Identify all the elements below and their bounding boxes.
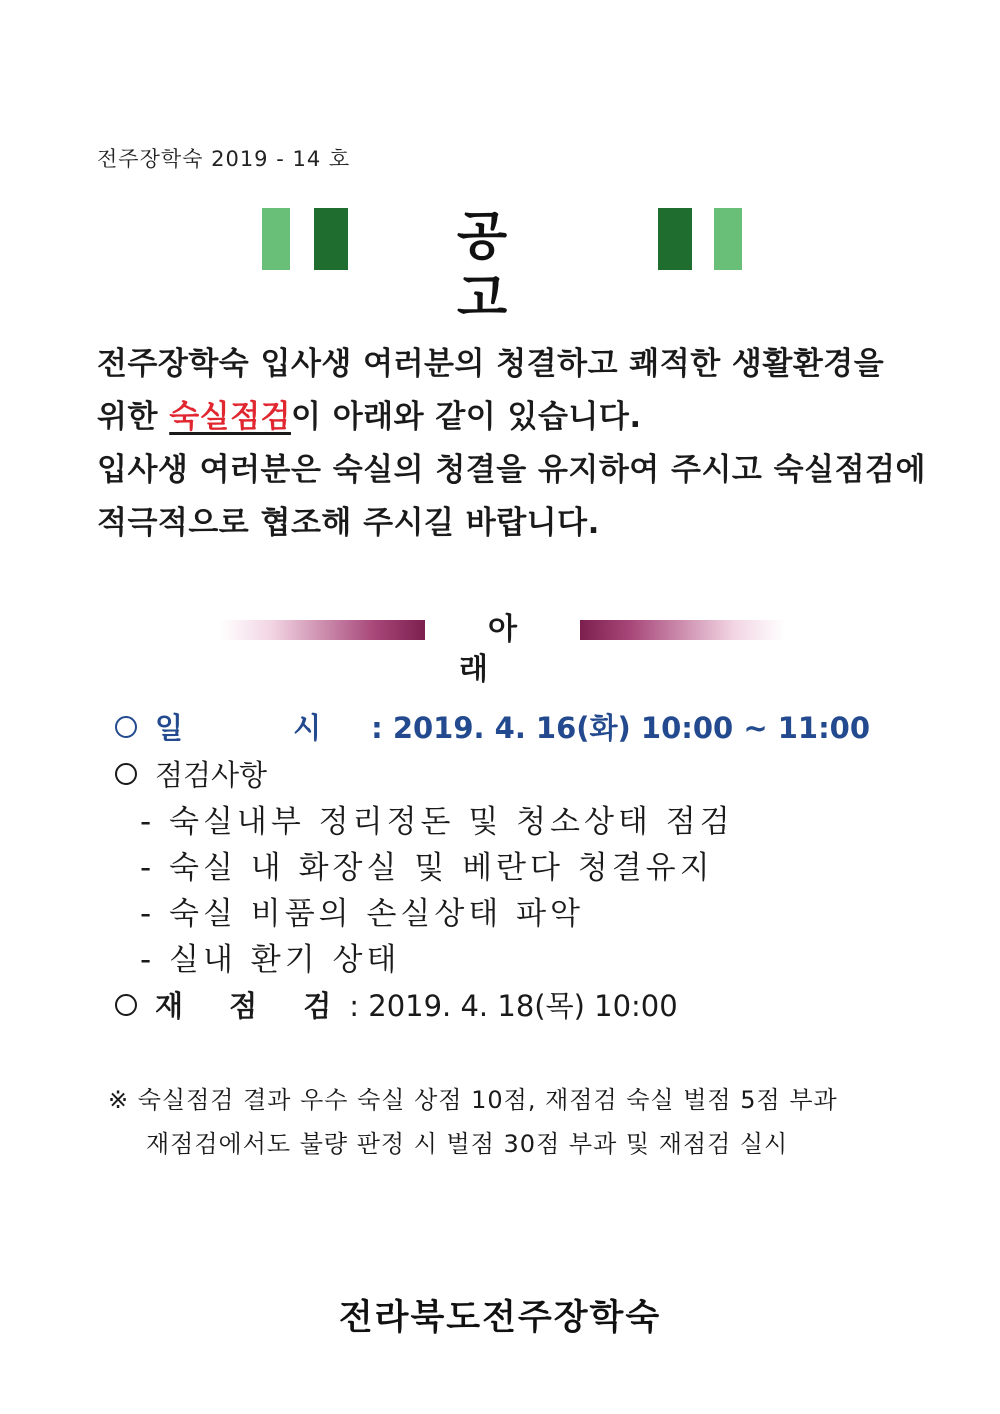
inspection-item: - 숙실내부 정리정돈 및 청소상태 점검 — [140, 804, 734, 840]
circle-bullet-icon — [115, 763, 137, 785]
intro-line: 입사생 여러분은 숙실의 청결을 유지하여 주시고 숙실점검에 — [97, 452, 926, 488]
circle-bullet-icon — [115, 716, 137, 738]
notice-title: 공 고 — [456, 207, 548, 329]
intro-text: 이 아래와 같이 있습니다. — [290, 399, 642, 435]
section-header — [220, 612, 785, 687]
inspection-item: - 실내 환기 상태 — [140, 942, 401, 978]
date-row — [115, 705, 935, 752]
intro-line: 적극적으로 협조해 주시길 바랍니다. — [97, 505, 600, 541]
green-bar-decoration — [314, 208, 348, 270]
intro-text: 위한 — [97, 399, 170, 435]
gradient-bar-left — [220, 620, 425, 640]
green-bar-decoration — [714, 208, 742, 270]
organization-name: 전라북도전주장학숙 — [338, 1298, 662, 1338]
notice-title-block — [262, 207, 742, 329]
date-value: : 2019. 4. 16(화) 10:00 ~ 11:00 — [371, 711, 871, 745]
items-label: 점검사항 — [155, 758, 268, 792]
green-bar-decoration — [262, 208, 290, 270]
document-number: 전주장학숙 2019 - 14 호 — [97, 147, 351, 171]
details-list — [115, 705, 935, 1030]
reinspection-label: 재 점 검 — [155, 989, 350, 1023]
reinspection-row — [115, 983, 935, 1030]
highlight-term: 숙실점검 — [169, 399, 291, 435]
notes — [108, 1078, 928, 1166]
note-line: ※ 숙실점검 결과 우수 숙실 상점 10점, 재점검 숙실 벌점 5점 부과 — [108, 1086, 838, 1114]
items-row — [115, 752, 935, 799]
date-label: 일 시 — [155, 711, 372, 745]
section-title: 아 래 — [459, 612, 575, 687]
green-bar-decoration — [658, 208, 692, 270]
note-line: 재점검에서도 불량 판정 시 벌점 30점 부과 및 재점검 실시 — [146, 1130, 789, 1158]
reinspection-value: : 2019. 4. 18(목) 10:00 — [349, 989, 678, 1023]
inspection-item: - 숙실 내 화장실 및 베란다 청결유지 — [140, 850, 714, 886]
intro-line — [97, 391, 917, 444]
intro-line: 전주장학숙 입사생 여러분의 청결하고 쾌적한 생활환경을 — [97, 346, 885, 382]
circle-bullet-icon — [115, 994, 137, 1016]
inspection-item: - 숙실 비품의 손실상태 파악 — [140, 896, 585, 932]
intro-paragraph — [97, 338, 926, 550]
gradient-bar-right — [580, 620, 785, 640]
